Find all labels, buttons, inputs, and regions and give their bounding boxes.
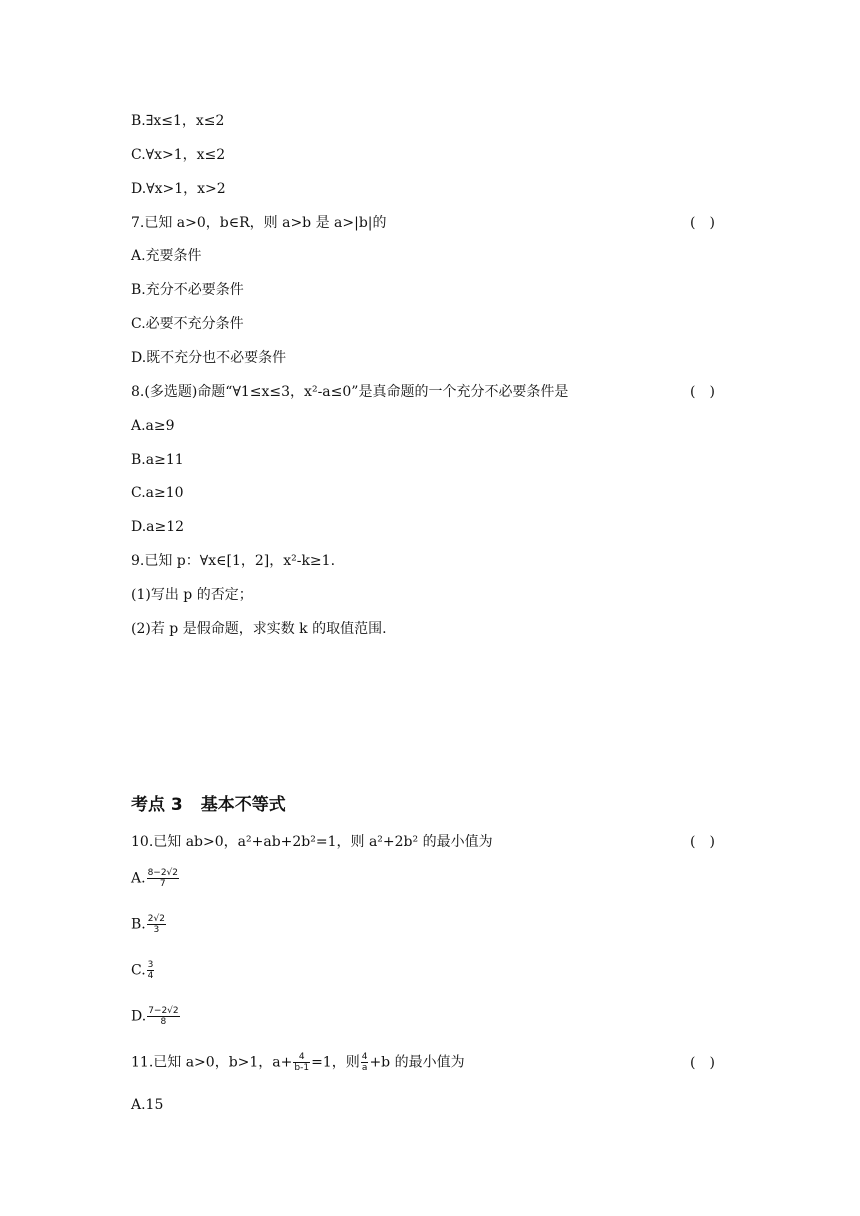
fraction: $\frac{7-2√2}{8}$ [148, 1006, 179, 1027]
q10-option-b: B. $\frac{2√2}{3}$ [131, 914, 165, 935]
fraction: $\frac{8-2√2}{7}$ [147, 868, 179, 889]
q8-option-b: B.a≥11 [131, 452, 184, 468]
q7-option-d: D.既不充分也不必要条件 [131, 350, 287, 366]
q8-answer-paren: ( ) [690, 384, 715, 400]
q8-option-a: A.a≥9 [131, 418, 175, 434]
q8-option-d: D.a≥12 [131, 519, 185, 535]
q8-option-c: C.a≥10 [131, 485, 184, 501]
q10-stem: 10.已知 ab>0，a²+ab+2b²=1，则 a²+2b² 的最小值为 [131, 834, 493, 850]
q7-option-c: C.必要不充分条件 [131, 316, 244, 332]
q8-stem: 8.(多选题)命题“∀1≤x≤3，x²-a≤0”是真命题的一个充分不必要条件是 [131, 384, 569, 400]
q6-option-c: C.∀x>1，x≤2 [131, 147, 226, 163]
q10-option-a: A. $\frac{8-2√2}{7}$ [131, 868, 179, 889]
q9-part-1: (1)写出 p 的否定； [131, 587, 253, 603]
q9-part-2: (2)若 p 是假命题，求实数 k 的取值范围. [131, 621, 387, 637]
fraction: $\frac{4}{a}$ [361, 1052, 368, 1073]
q11-option-a: A.15 [131, 1097, 164, 1113]
q7-stem: 7.已知 a>0，b∈R，则 a>b 是 a>|b|的 [131, 215, 387, 231]
q7-answer-paren: ( ) [690, 215, 715, 231]
q6-option-d: D.∀x>1，x>2 [131, 181, 226, 197]
fraction: $\frac{4}{b-1}$ [294, 1052, 310, 1073]
q11-answer-paren: ( ) [690, 1055, 715, 1071]
fraction: $\frac{3}{4}$ [147, 960, 154, 981]
q11-stem: 11.已知 a>0，b>1，a+ $\frac{4}{b-1}$ =1，则 $\frac{4}{a}$ +b 的最小值为 [131, 1052, 465, 1073]
q7-option-a: A.充要条件 [131, 248, 202, 264]
section-title: 基本不等式 [200, 795, 286, 815]
fraction: $\frac{2√2}{3}$ [147, 914, 165, 935]
q10-answer-paren: ( ) [690, 834, 715, 850]
q10-option-d: D. $\frac{7-2√2}{8}$ [131, 1006, 179, 1027]
q6-option-b: B.∃x≤1，x≤2 [131, 113, 225, 129]
q7-option-b: B.充分不必要条件 [131, 282, 244, 298]
q9-stem: 9.已知 p：∀x∈[1，2]，x²-k≥1. [131, 553, 336, 569]
q10-option-c: C. $\frac{3}{4}$ [131, 960, 154, 981]
section-heading [131, 790, 286, 815]
section-label: 考点 3 [131, 795, 183, 815]
